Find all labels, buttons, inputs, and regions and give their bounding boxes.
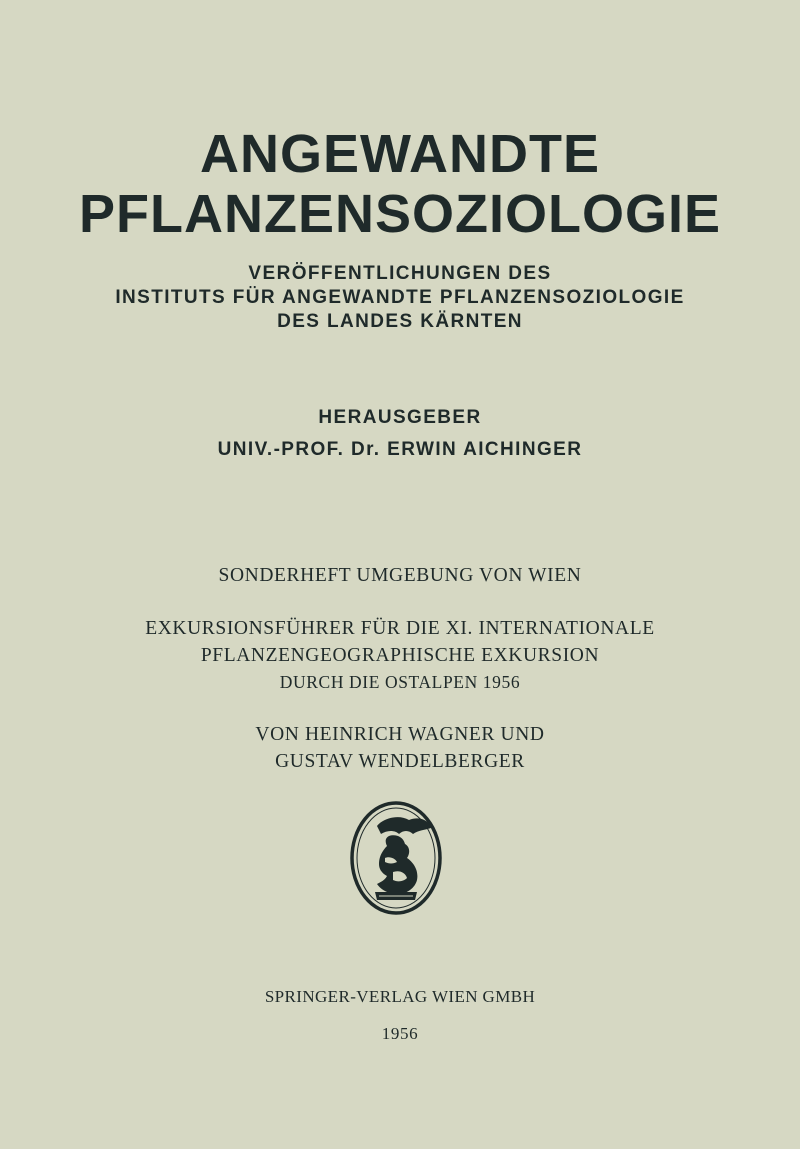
guide-title [0, 615, 800, 696]
authors [0, 721, 800, 775]
editor-block [0, 402, 800, 466]
book-title-line-1: ANGEWANDTE [200, 124, 600, 184]
springer-knight-logo-icon [349, 800, 443, 916]
authors-line-1: VON HEINRICH WAGNER UND [255, 724, 545, 745]
book-title [0, 124, 800, 244]
series-description [0, 262, 800, 334]
publication-year: 1956 [381, 1024, 419, 1043]
guide-line-3: DURCH DIE OSTALPEN 1956 [279, 672, 521, 692]
guide-line-1: EXKURSIONSFÜHRER FÜR DIE XI. INTERNATIONALE [145, 618, 655, 639]
special-issue: SONDERHEFT UMGEBUNG VON WIEN [218, 565, 582, 586]
guide-line-2: PFLANZENGEOGRAPHISCHE EXKURSION [200, 645, 600, 666]
book-title-line-2: PFLANZENSOZIOLOGIE [78, 184, 721, 244]
series-line-3: DES LANDES KÄRNTEN [277, 311, 523, 332]
authors-line-2: GUSTAV WENDELBERGER [275, 751, 525, 772]
series-line-1: VERÖFFENTLICHUNGEN DES [248, 263, 552, 284]
editor-name: UNIV.-PROF. Dr. ERWIN AICHINGER [217, 439, 583, 460]
editor-label: HERAUSGEBER [318, 407, 482, 428]
publisher: SPRINGER-VERLAG WIEN GMBH [264, 987, 536, 1006]
series-line-2: INSTITUTS FÜR ANGEWANDTE PFLANZENSOZIOLOGIE [115, 287, 685, 308]
